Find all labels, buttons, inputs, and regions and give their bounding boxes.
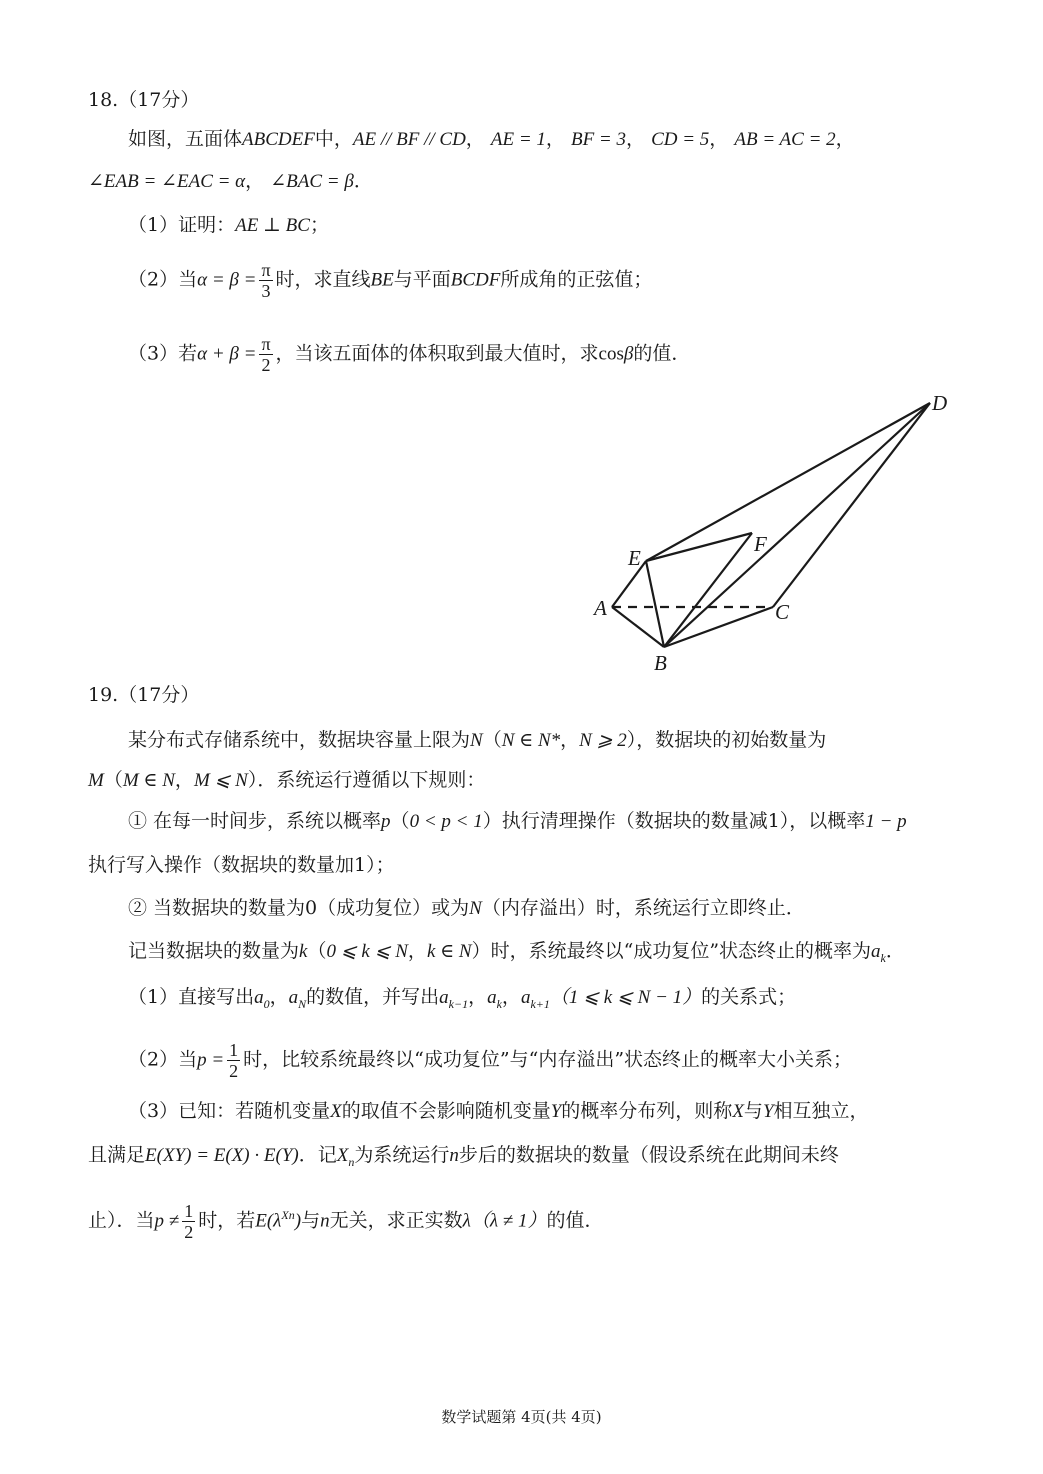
q19-line2: M（M ∈ N，M ⩽ N）．系统运行遵循以下规则：: [88, 769, 486, 791]
label-B: B: [654, 651, 667, 675]
q19-definition: 记当数据块的数量为k（0 ⩽ k ⩽ N，k ∈ N）时，系统最终以“成功复位”状态终止的概率为$a_k$．: [128, 940, 905, 965]
fraction: $\frac{\pi}{3}$: [261, 260, 271, 301]
q19-rule2: ② 当数据块的数量为0（成功复位）或为N（内存溢出）时，系统运行立即终止．: [128, 897, 805, 919]
q18-part2: （2）当α = β = $\frac{\pi}{3}$ 时，求直线BE与平面BCDF所成角的正弦值；: [128, 260, 653, 301]
q18-part3: （3）若α + β = $\frac{\pi}{2}$ ，当该五面体的体积取到最大值时，求cosβ的值．: [128, 334, 691, 375]
q18-header: 18.（17分）: [88, 89, 200, 111]
fraction: $\frac{\pi}{2}$: [261, 334, 271, 375]
edge-ED: [646, 403, 930, 561]
label-E: E: [628, 546, 641, 570]
q19-rule1: ① 在每一时间步，系统以概率p（0 < p < 1）执行清理操作（数据块的数量减1），以概率1 − p: [128, 810, 907, 832]
label-F: F: [754, 532, 767, 556]
q19-header: 19.（17分）: [88, 684, 200, 706]
q19-rule1-cont: 执行写入操作（数据块的数量加1）；: [88, 854, 395, 876]
fraction: $\frac{1}{2}$: [184, 1200, 194, 1242]
q19-part3-line1: （3）已知：若随机变量X的取值不会影响随机变量Y的概率分布列，则称X与Y相互独立，: [128, 1100, 869, 1122]
q19-part2: （2）当p = $\frac{1}{2}$ 时，比较系统最终以“成功复位”与“内存溢出”状态终止的概率大小关系；: [128, 1040, 853, 1081]
pentahedron-figure: [580, 385, 970, 685]
q18-intro: 如图，五面体ABCDEF中，AE // BF // CD， AE = 1， BF = 3， CD = 5， AB = AC = 2，: [128, 128, 855, 150]
label-C: C: [775, 600, 790, 624]
q19-part3-line3: 止）．当p ≠ $\frac{1}{2}$ 时，若$E(\lambda^{Xn})$与n无关，求正实数λ（λ ≠ 1）的值．: [88, 1200, 604, 1242]
label-A: A: [594, 596, 607, 620]
edge-CD: [773, 403, 930, 607]
q19-part1: （1）直接写出$a_0$，$a_N$的数值，并写出$a_{k-1}$，$a_k$，$a_{k+1}(1$ ⩽ k ⩽ N − 1）的关系式；: [128, 986, 797, 1011]
edge-EF: [646, 533, 752, 561]
q18-part1: （1）证明：AE ⊥ BC；: [128, 214, 329, 236]
label-D: D: [932, 391, 948, 415]
q19-line1: 某分布式存储系统中，数据块容量上限为N（N ∈ N*，N ⩾ 2），数据块的初始数量为: [128, 729, 827, 751]
fraction: $\frac{1}{2}$: [229, 1040, 239, 1081]
q19-part3-line2: 且满足E(XY) = E(X) · E(Y)．记$X_n$为系统运行n步后的数据块的数量（假设系统在此期间未终: [88, 1144, 839, 1169]
q18-angles: ∠EAB = ∠EAC = α， ∠BAC = β．: [88, 170, 373, 192]
edge-BD: [664, 403, 930, 647]
page-footer: 数学试题第 4页(共 4页): [441, 1408, 602, 1426]
